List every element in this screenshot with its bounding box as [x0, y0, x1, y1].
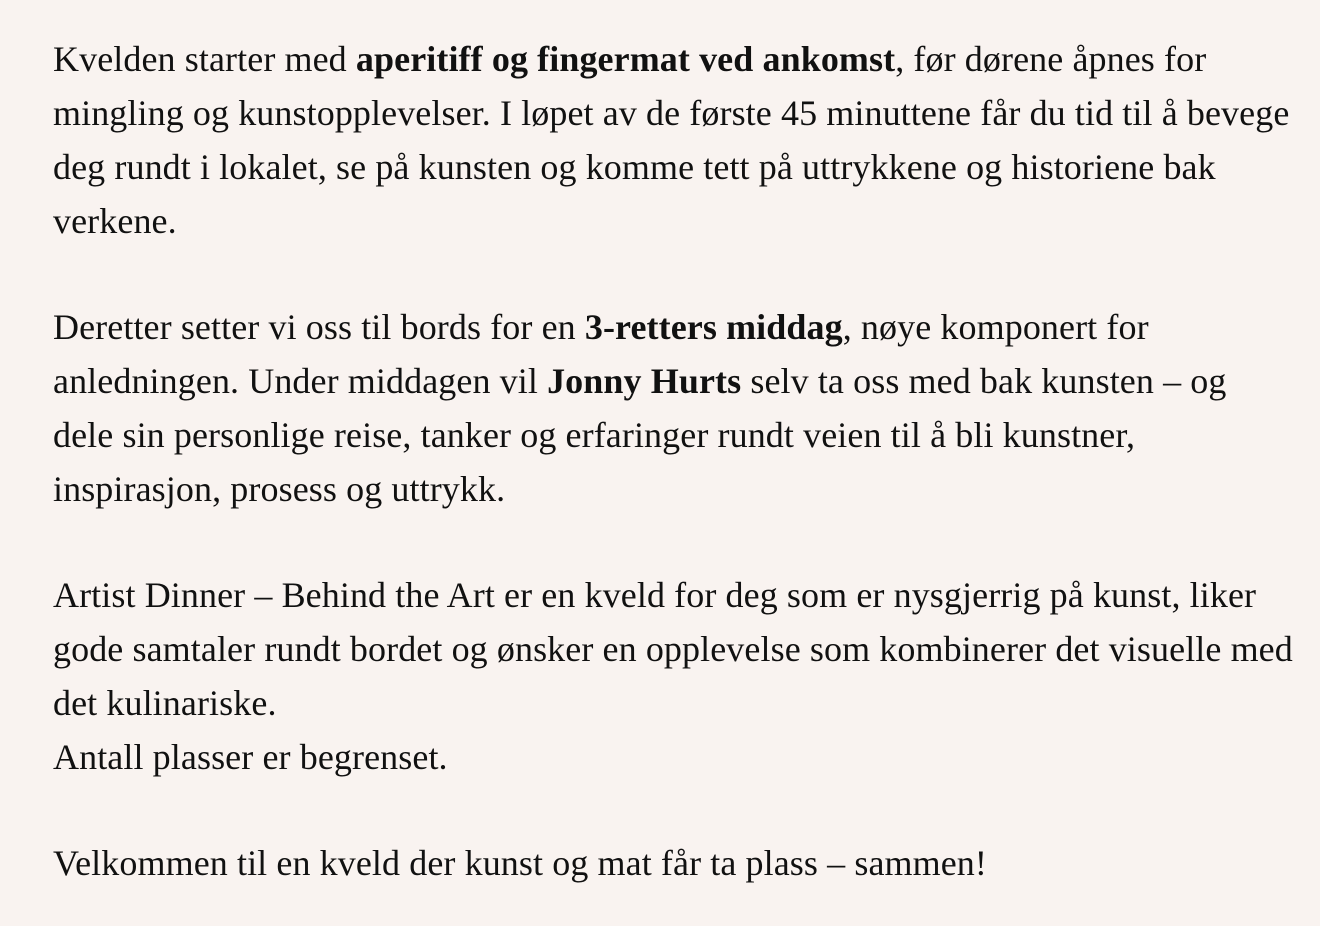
paragraph-welcome: [53, 836, 1293, 890]
paragraph-dinner-text-1: Deretter setter vi oss til bords for en: [53, 307, 585, 347]
highlight-aperitiff: aperitiff og fingermat ved ankomst: [355, 39, 896, 79]
welcome-text: Velkommen til en kveld der kunst og mat får ta plass – sammen!: [53, 843, 987, 883]
article-body: [53, 32, 1293, 890]
paragraph-dinner-text-2: , nøye komponert for anledningen. Under middagen vil: [53, 307, 1149, 401]
highlight-3-course-dinner: 3-retters middag: [584, 307, 843, 347]
paragraph-dinner-text-3: selv ta oss med bak kunsten – og dele sin personlige reise, tanker og erfaringer rundt veien til å bli kunstner, inspirasjon, prosess og uttrykk.: [53, 361, 1227, 509]
limited-seats-note: Antall plasser er begrenset.: [53, 737, 448, 777]
paragraph-dinner: [53, 300, 1293, 516]
paragraph-arrival-text-1: Kvelden starter med: [53, 39, 356, 79]
artist-name: Jonny Hurts: [547, 361, 742, 401]
paragraph-arrival: [53, 32, 1293, 248]
paragraph-event-description: [53, 568, 1293, 784]
paragraph-arrival-text-2: , før dørene åpnes for mingling og kunstopplevelser. I løpet av de første 45 minuttene får du tid til å bevege deg rundt i lokalet, se på kunsten og komme tett på uttrykkene og historiene bak verkene.: [53, 39, 1290, 241]
event-description-text: Artist Dinner – Behind the Art er en kveld for deg som er nysgjerrig på kunst, liker gode samtaler rundt bordet og ønsker en opplevelse som kombinerer det visuelle med det kulinariske.: [53, 575, 1293, 723]
